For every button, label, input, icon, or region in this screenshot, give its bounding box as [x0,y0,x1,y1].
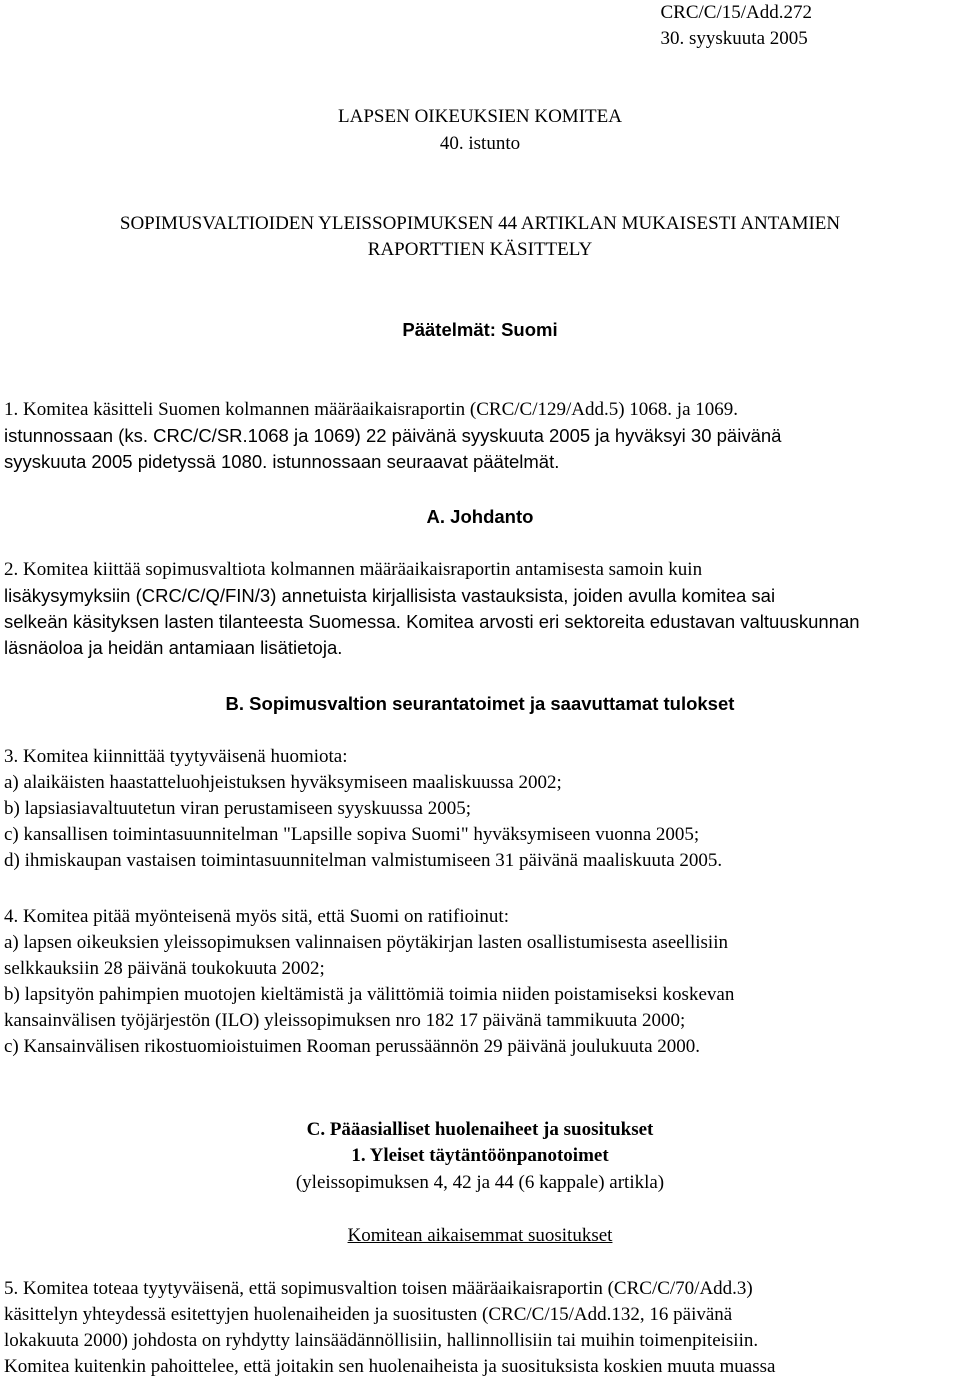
paragraph-2-line: selkeän käsityksen lasten tilanteesta Suomessa. Komitea arvosti eri sektoreita edustavan valtuuskunnan [4,611,860,632]
paragraph-3-item: c) kansallisen toimintasuunnitelman "Lapsille sopiva Suomi" hyväksymiseen vuonna 2005; [4,824,700,845]
paragraph-5 [4,1276,956,1380]
paragraph-2-line: läsnäoloa ja heidän antamiaan lisätietoja. [4,637,343,658]
paragraph-3-item: a) alaikäisten haastatteluohjeistuksen hyväksymiseen maaliskuussa 2002; [4,772,562,793]
section-b-heading: B. Sopimusvaltion seurantatoimet ja saavuttamat tulokset [225,693,735,714]
session-number: 40. istunto [439,133,521,154]
paragraph-1-line: syyskuuta 2005 pidetyssä 1080. istunnossaan seuraavat päätelmät. [4,451,560,472]
paragraph-4-line: 4. Komitea pitää myönteisenä myös sitä, että Suomi on ratifioinut: [4,906,509,927]
paragraph-4-item: kansainvälisen työjärjestön (ILO) yleissopimuksen nro 182 17 päivänä tammikuuta 2000; [4,1010,686,1031]
document-date: 30. syyskuuta 2005 [660,28,808,49]
paragraph-4-item: a) lapsen oikeuksien yleissopimuksen valinnaisen pöytäkirjan lasten osallistumisesta aseellisiin [4,932,728,953]
subsection-heading-text: Komitean aikaisemmat suositukset [347,1225,613,1246]
section-a-heading: A. Johdanto [426,506,534,527]
paragraph-5-line: käsittelyn yhteydessä esitettyjen huolenaiheiden ja suositusten (CRC/C/15/Add.132, 16 päivänä [4,1304,733,1325]
section-c-note: (yleissopimuksen 4, 42 ja 44 (6 kappale) artikla) [295,1172,665,1193]
paragraph-3-item: b) lapsiasiavaltuutetun viran perustamiseen syyskuussa 2005; [4,798,471,819]
paragraph-4-item: c) Kansainvälisen rikostuomioistuimen Rooman perussäännön 29 päivänä joulukuuta 2000. [4,1036,701,1057]
paragraph-2 [4,557,956,661]
paragraph-5-line: lokakuuta 2000) johdosta on ryhdytty lainsäädännöllisiin, hallinnollisiin tai muihin toimenpiteisiin. [4,1330,759,1351]
paragraph-1 [4,397,956,475]
paragraph-1-line: istunnossaan (ks. CRC/C/SR.1068 ja 1069) 22 päivänä syyskuuta 2005 ja hyväksyi 30 päivänä [4,425,782,446]
paragraph-4-item: selkkauksiin 28 päivänä toukokuuta 2002; [4,958,325,979]
paragraph-1-line: 1. Komitea käsitteli Suomen kolmannen määräaikaisraportin (CRC/C/129/Add.5) 1068. ja 1069. [4,399,739,420]
paragraph-4-item: b) lapsityön pahimpien muotojen kieltämistä ja välittömiä toimia niiden poistamiseksi koskevan [4,984,735,1005]
paragraph-2-line: lisäkysymyksiin (CRC/C/Q/FIN/3) annetuista kirjallisista vastauksista, joiden avulla komitea sai [4,585,776,606]
paragraph-4 [4,904,956,1060]
paragraph-5-line: Komitea kuitenkin pahoittelee, että joitakin sen huolenaiheista ja suosituksista koskien muuta muassa [4,1356,776,1377]
committee-name: LAPSEN OIKEUKSIEN KOMITEA [338,106,622,127]
document-title-line-1: SOPIMUSVALTIOIDEN YLEISSOPIMUKSEN 44 ARTIKLAN MUKAISESTI ANTAMIEN [119,213,841,234]
paragraph-5-line: 5. Komitea toteaa tyytyväisenä, että sopimusvaltion toisen määräaikaisraportin (CRC/C/70/Add.3) [4,1278,753,1299]
document-subtitle: Päätelmät: Suomi [402,319,558,340]
section-c-subheading: 1. Yleiset täytäntöönpanotoimet [351,1145,609,1166]
subsection-heading [0,1223,960,1249]
paragraph-2-line: 2. Komitea kiittää sopimusvaltiota kolmannen määräaikaisraportin antamisesta samoin kuin [4,559,703,580]
paragraph-3-line: 3. Komitea kiinnittää tyytyväisenä huomiota: [4,746,348,767]
paragraph-3 [4,744,956,874]
document-title-line-2: RAPORTTIEN KÄSITTELY [367,239,593,260]
document-symbol: CRC/C/15/Add.272 [660,2,812,23]
paragraph-3-item: d) ihmiskaupan vastaisen toimintasuunnitelman valmistumiseen 31 päivänä maaliskuuta 2005. [4,850,723,871]
document-header [661,0,813,52]
section-c-heading: C. Pääasialliset huolenaiheet ja suositukset [306,1119,654,1140]
